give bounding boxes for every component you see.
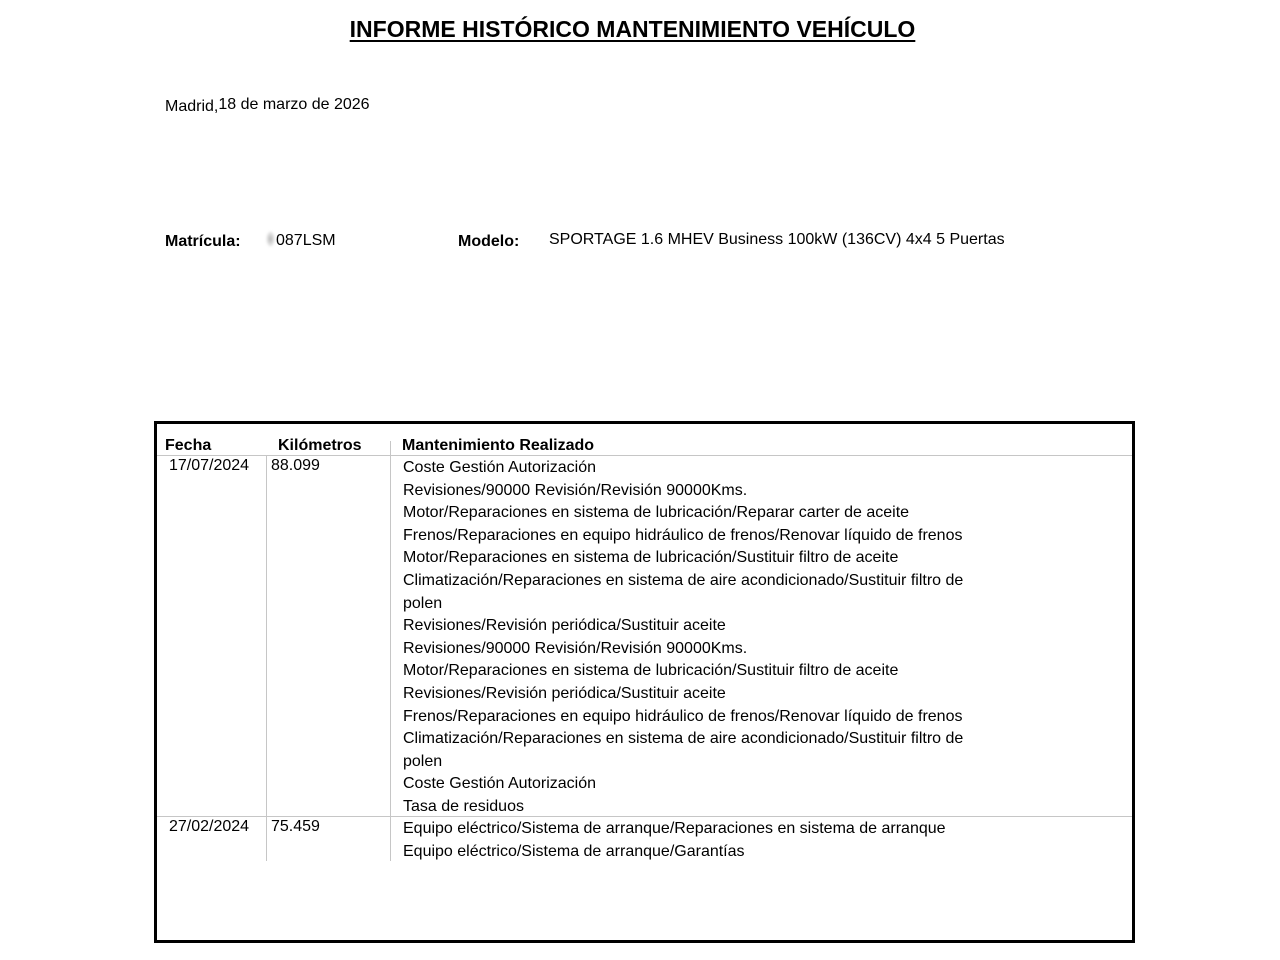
task-item: Revisiones/90000 Revisión/Revisión 90000Kms. bbox=[403, 639, 748, 657]
task-item: Equipo eléctrico/Sistema de arranque/Garantías bbox=[403, 842, 745, 860]
plate-value-wrapper bbox=[266, 231, 336, 250]
row-km: 88.099 bbox=[271, 457, 320, 474]
header-work: Mantenimiento Realizado bbox=[402, 437, 595, 454]
task-item: Revisiones/Revisión periódica/Sustituir aceite bbox=[403, 684, 726, 702]
row-date: 27/02/2024 bbox=[169, 818, 250, 835]
task-item: Climatización/Reparaciones en sistema de aire acondicionado/Sustituir filtro de polen bbox=[403, 571, 964, 612]
column-divider-km bbox=[390, 441, 391, 861]
place-date bbox=[165, 96, 370, 114]
task-item: Revisiones/Revisión periódica/Sustituir aceite bbox=[403, 617, 726, 635]
redaction-blur bbox=[266, 231, 275, 247]
task-item: Tasa de residuos bbox=[403, 797, 524, 815]
report-date: 18 de marzo de 2026 bbox=[218, 96, 370, 113]
task-item: Climatización/Reparaciones en sistema de aire acondicionado/Sustituir filtro de polen bbox=[403, 730, 964, 770]
report-title: INFORME HISTÓRICO MANTENIMIENTO VEHÍCULO bbox=[349, 16, 916, 42]
plate-value: 087LSM bbox=[276, 232, 336, 249]
header-date: Fecha bbox=[165, 437, 212, 454]
model-label: Modelo: bbox=[458, 233, 520, 250]
row-tasks bbox=[403, 457, 1003, 819]
task-item: Frenos/Reparaciones en equipo hidráulico de frenos/Renovar líquido de frenos bbox=[403, 707, 963, 725]
plate-label: Matrícula: bbox=[165, 233, 241, 250]
row-date: 17/07/2024 bbox=[169, 457, 250, 474]
task-item: Equipo eléctrico/Sistema de arranque/Reparaciones en sistema de arranque bbox=[403, 820, 946, 837]
task-item: Frenos/Reparaciones en equipo hidráulico de frenos/Renovar líquido de frenos bbox=[403, 526, 963, 544]
place-city: Madrid, bbox=[165, 98, 219, 115]
header-km: Kilómetros bbox=[278, 437, 362, 454]
row-km: 75.459 bbox=[271, 818, 320, 835]
task-item: Motor/Reparaciones en sistema de lubricación/Sustituir filtro de aceite bbox=[403, 662, 899, 680]
task-item: Motor/Reparaciones en sistema de lubricación/Reparar carter de aceite bbox=[403, 504, 910, 522]
model-value: SPORTAGE 1.6 MHEV Business 100kW (136CV) 4x4 5 Puertas bbox=[549, 231, 1005, 248]
row-tasks bbox=[403, 818, 1003, 863]
task-item: Motor/Reparaciones en sistema de lubricación/Sustituir filtro de aceite bbox=[403, 549, 899, 567]
header-divider bbox=[157, 455, 1132, 456]
task-item: Coste Gestión Autorización bbox=[403, 459, 596, 476]
task-item: Coste Gestión Autorización bbox=[403, 775, 596, 793]
maintenance-table bbox=[154, 421, 1135, 943]
task-item: Revisiones/90000 Revisión/Revisión 90000Kms. bbox=[403, 481, 748, 499]
column-divider-date bbox=[266, 455, 267, 861]
